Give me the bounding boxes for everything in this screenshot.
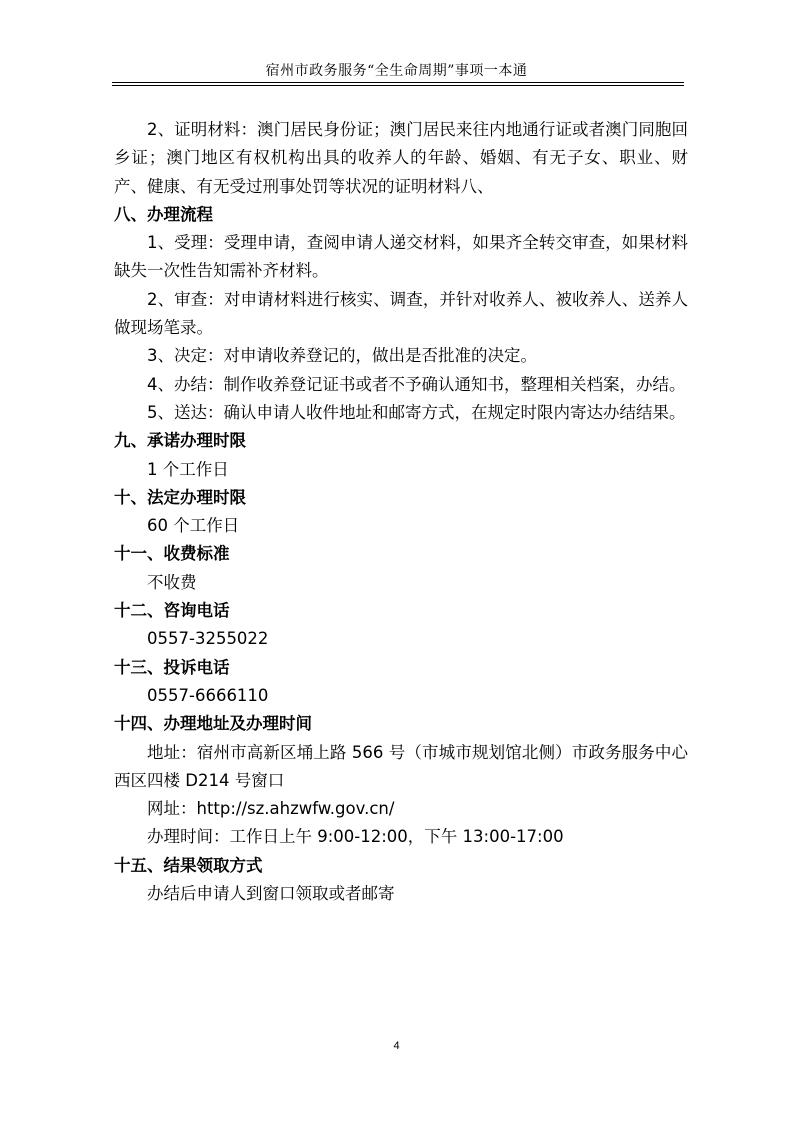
document-body — [114, 116, 688, 908]
address-heading: 十四、办理地址及办理时间 — [114, 714, 312, 734]
promise-time-value: 1 个工作日 — [147, 459, 229, 479]
process-step: 4、办结：制作收养登记证书或者不予确认通知书，整理相关档案，办结。 — [147, 374, 686, 394]
complaint-phone-value: 0557-6666110 — [147, 685, 269, 705]
page-header: 宿州市政务服务“全生命周期”事项一本通 — [265, 63, 528, 79]
header-rule — [112, 82, 684, 86]
promise-time-heading: 九、承诺办理时限 — [114, 431, 246, 451]
fee-heading: 十一、收费标准 — [114, 544, 230, 564]
consult-phone-value: 0557-3255022 — [147, 629, 269, 649]
address-text: 地址：宿州市高新区埇上路 566 号（市城市规划馆北侧）市政务服务中心西区四楼 D214 号窗口 — [114, 742, 688, 790]
process-step: 5、送达：确认申请人收件地址和邮寄方式，在规定时限内寄达办结结果。 — [147, 402, 686, 422]
office-hours-text: 办理时间：工作日上午 9:00-12:00，下午 13:00-17:00 — [147, 827, 564, 847]
fee-value: 不收费 — [147, 572, 197, 592]
material-item: 2、证明材料：澳门居民身份证；澳门居民来往内地通行证或者澳门同胞回乡证；澳门地区有权机构出具的收养人的年龄、婚姻、有无子女、职业、财产、健康、有无受过刑事处罚等状况的证明材料八、 — [114, 120, 688, 196]
legal-time-heading: 十、法定办理时限 — [114, 487, 246, 507]
process-heading: 八、办理流程 — [114, 204, 213, 224]
website-text: 网址：http://sz.ahzwfw.gov.cn/ — [147, 799, 395, 819]
legal-time-value: 60 个工作日 — [147, 516, 240, 536]
pickup-heading: 十五、结果领取方式 — [114, 855, 263, 875]
process-step: 1、受理：受理申请，查阅申请人递交材料，如果齐全转交审查，如果材料缺失一次性告知需补齐材料。 — [114, 233, 688, 281]
pickup-value: 办结后申请人到窗口领取或者邮寄 — [147, 884, 395, 904]
process-step: 2、审查：对申请材料进行核实、调查，并针对收养人、被收养人、送养人做现场笔录。 — [114, 289, 688, 338]
complaint-phone-heading: 十三、投诉电话 — [114, 657, 230, 677]
consult-phone-heading: 十二、咨询电话 — [114, 601, 230, 621]
page-number: 4 — [393, 1040, 400, 1052]
process-step: 3、决定：对申请收养登记的，做出是否批准的决定。 — [147, 346, 537, 366]
